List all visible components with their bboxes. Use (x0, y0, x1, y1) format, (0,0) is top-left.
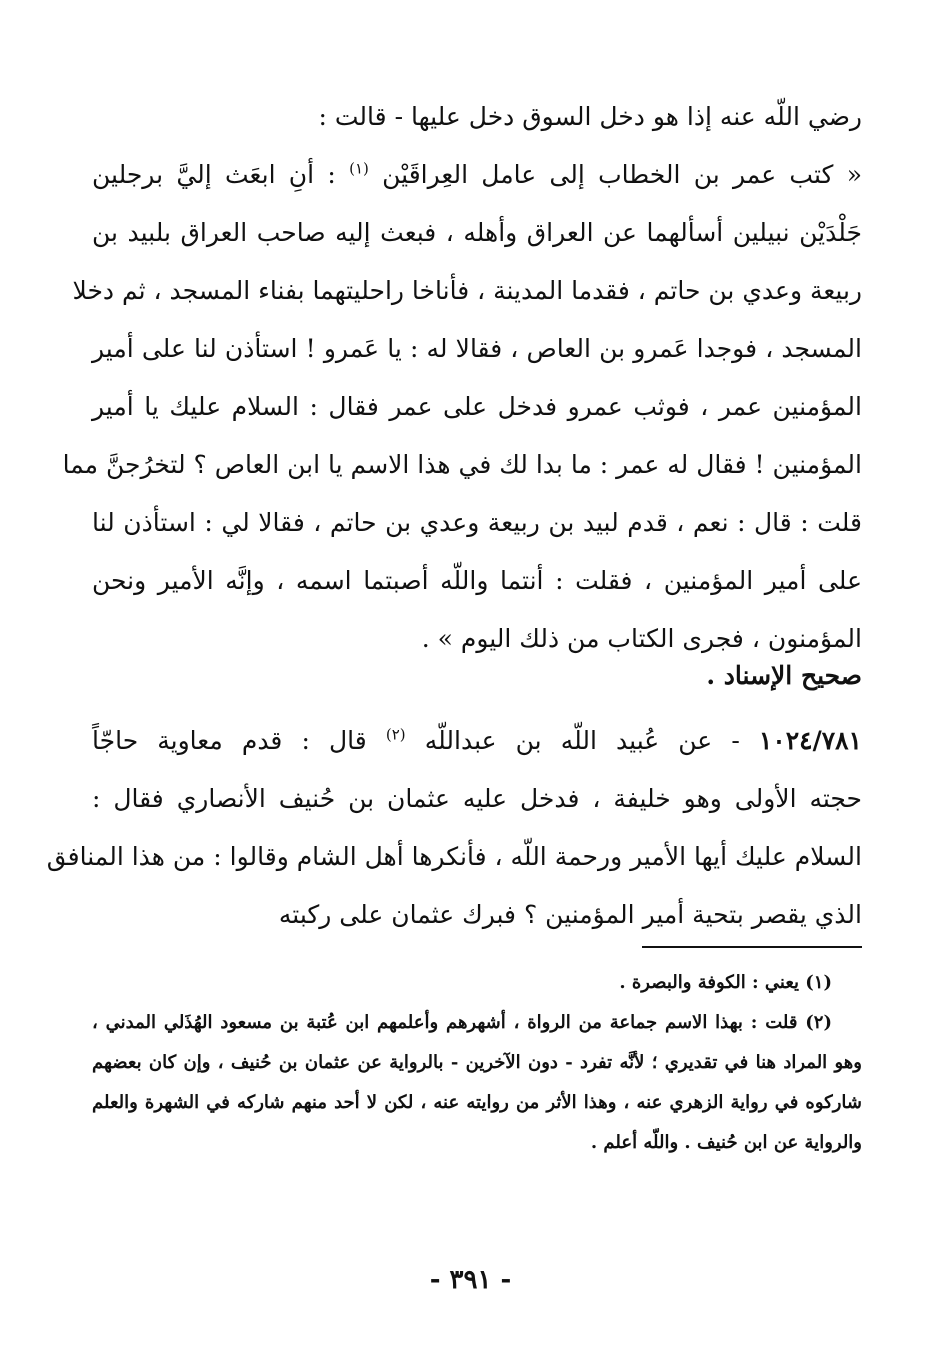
hadith-line-start: - عن عُبيد اللّه بن عبداللّه (405, 726, 759, 755)
text-line: حجته الأولى وهو خليفة ، فدخل عليه عثمان بن حُنيف الأنصاري فقال : (92, 784, 862, 813)
footnotes (92, 963, 862, 1163)
text-line: جَلْدَيْن نبيلين أسألهما عن العراق وأهله ، فبعث إليه صاحب العراق بلبيد بن (92, 218, 862, 247)
text-line (92, 146, 862, 204)
footnote-2-line: والرواية عن ابن حُنيف . واللّه أعلم . (590, 1132, 862, 1153)
footnote-separator (642, 946, 862, 948)
text-line: السلام عليك أيها الأمير ورحمة اللّه ، فأنكرها أهل الشام وقالوا : من هذا المنافق (46, 842, 862, 871)
hadith-paragraph (46, 712, 862, 944)
footnote-marker-2: (٢) (385, 725, 406, 744)
footnote-2-line: (٢) قلت : بهذا الاسم جماعة من الرواة ، أشهرهم وأعلمهم ابن عُتبة بن مسعود الهُذَلي المدني ، (92, 1012, 832, 1033)
narration-line-end: : أنِ ابعَث إليَّ برجلين (92, 160, 350, 189)
text-line: على أمير المؤمنين ، فقلت : أنتما واللّه أصبتما اسمه ، وإنَّه الأمير ونحن (92, 566, 862, 595)
page-number: - ٣٩١ - (429, 1265, 512, 1295)
text-line: المؤمنون ، فجرى الكتاب من ذلك اليوم » . (421, 624, 862, 653)
text-line (92, 712, 862, 770)
narration-line-start: « كتب عمر بن الخطاب إلى عامل العِراقَيْن (368, 160, 862, 189)
text-line: ربيعة وعدي بن حاتم ، فقدما المدينة ، فأناخا راحليتهما بفناء المسجد ، ثم دخلا (72, 276, 862, 305)
text-line: رضي اللّه عنه إذا هو دخل السوق دخل عليها - قالت : (318, 102, 862, 131)
footnote-marker-1: (١) (349, 159, 369, 178)
hadith-number: ١٠٢٤/٧٨١ (758, 726, 862, 755)
text-line: المؤمنين ! فقال له عمر : ما بدا لك في هذا الاسم يا ابن العاص ؟ لتخرُجنَّ مما (62, 450, 862, 479)
footnote-2-line: وهو المراد هنا في تقديري ؛ لأنَّه تفرد - دون الآخرين - بالرواية عن عثمان بن حُنيف ، وإن كان بعضهم (92, 1052, 862, 1073)
text-line: الذي يقصر بتحية أمير المؤمنين ؟ فبرك عثمان على ركبته (278, 900, 862, 929)
grading-text: صحيح الإسناد . (706, 661, 862, 690)
hadith-line-end: قال : قدم معاوية حاجّاً (92, 726, 386, 755)
grading-note (92, 647, 862, 705)
intro-paragraph (92, 88, 862, 146)
footnote-1: (١) يعني : الكوفة والبصرة . (619, 972, 832, 993)
narration-paragraph (62, 146, 862, 668)
footnote-2-line: شاركوه في رواية الزهري عنه ، وهذا الأثر من روايته عنه ، لكن لا أحد منهم شاركه في الشهرة والعلم (92, 1092, 862, 1113)
text-line: قلت : قال : نعم ، قدم لبيد بن ربيعة وعدي بن حاتم ، فقالا لي : استأذن لنا (92, 508, 862, 537)
text-line: المسجد ، فوجدا عَمرو بن العاص ، فقالا له : يا عَمرو ! استأذن لنا على أمير (92, 334, 862, 363)
text-line: المؤمنين عمر ، فوثب عمرو فدخل على عمر فقال : السلام عليك يا أمير (92, 392, 862, 421)
